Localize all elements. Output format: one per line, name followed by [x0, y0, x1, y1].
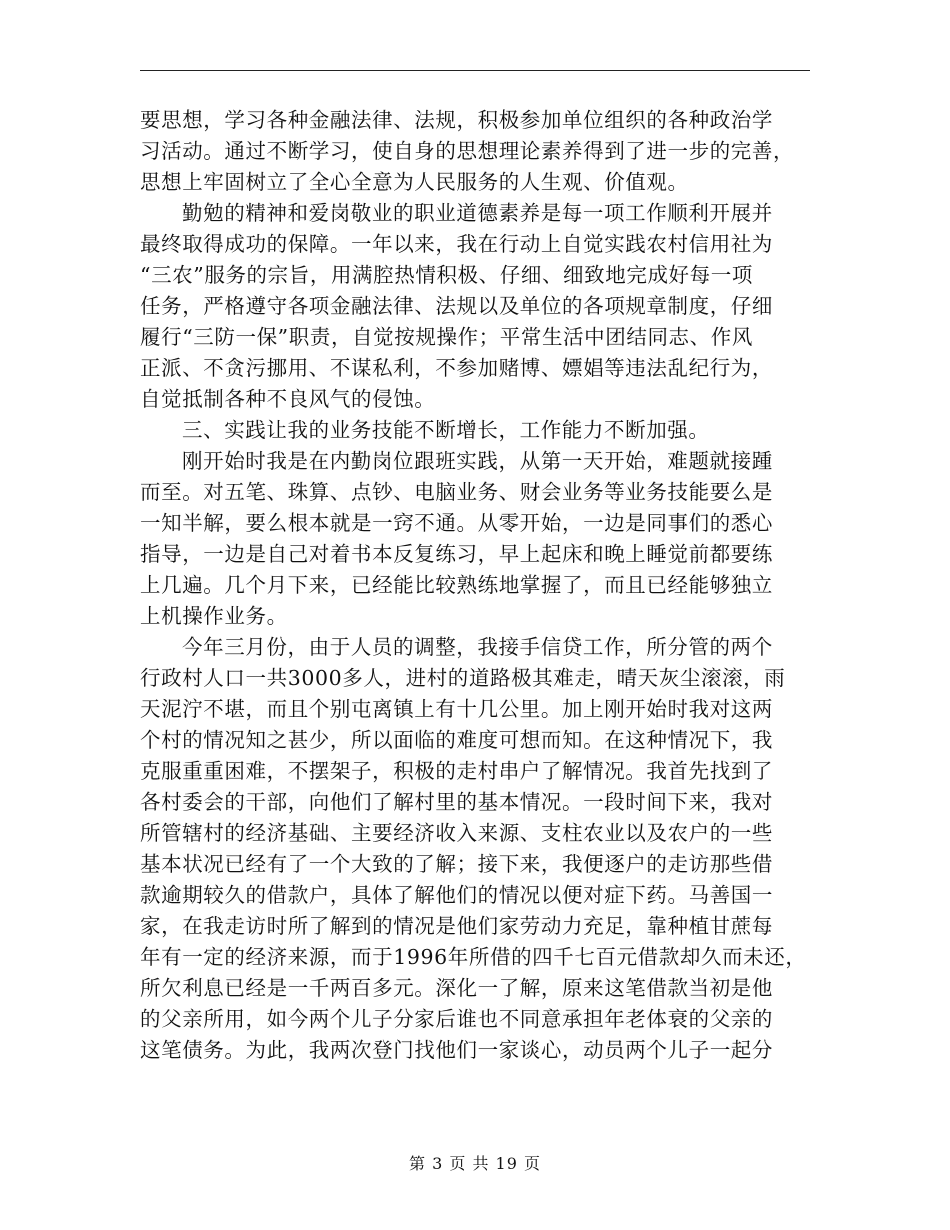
text-line: 的父亲所用，如今两个儿子分家后谁也不同意承担年老体衰的父亲的 — [140, 1007, 773, 1031]
page-number-footer: 第 3 页 共 19 页 — [409, 1154, 541, 1173]
text-line: 履行“三防一保”职责，自觉按规操作；平常生活中团结同志、作风 — [140, 325, 753, 349]
text-line: 自觉抵制各种不良风气的侵蚀。 — [140, 387, 436, 411]
paragraph-first-line: 刚开始时我是在内勤岗位跟班实践，从第一天开始，难题就接踵 — [182, 449, 773, 473]
section-heading: 三、实践让我的业务技能不断增长，工作能力不断加强。 — [182, 418, 710, 442]
paragraph-first-line: 勤勉的精神和爱岗敬业的职业道德素养是每一项工作顺利开展并 — [182, 201, 773, 225]
text-line: 任务，严格遵守各项金融法律、法规以及单位的各项规章制度，仔细 — [140, 294, 773, 318]
text-line: “三农”服务的宗旨，用满腔热情积极、仔细、细致地完成好每一项 — [140, 263, 753, 287]
text-line: 最终取得成功的保障。一年以来，我在行动上自觉实践农村信用社为 — [140, 232, 773, 256]
header-rule — [140, 70, 810, 71]
text-line: 要思想，学习各种金融法律、法规，积极参加单位组织的各种政治学 — [140, 108, 773, 132]
text-line: 思想上牢固树立了全心全意为人民服务的人生观、价值观。 — [140, 170, 689, 194]
text-line: 行政村人口一共3000多人，进村的道路极其难走，晴天灰尘滚滚，雨 — [140, 666, 786, 690]
text-line: 上机操作业务。 — [140, 604, 288, 628]
text-line: 这笔债务。为此，我两次登门找他们一家谈心，动员两个儿子一起分 — [140, 1038, 773, 1062]
text-line: 指导，一边是自己对着书本反复练习，早上起床和晚上睡觉前都要练 — [140, 542, 773, 566]
text-line: 所管辖村的经济基础、主要经济收入来源、支柱农业以及农户的一些 — [140, 821, 773, 845]
text-line: 习活动。通过不断学习，使自身的思想理论素养得到了进一步的完善， — [140, 139, 795, 163]
text-line: 年有一定的经济来源，而于1996年所借的四千七百元借款却久而未还， — [140, 945, 807, 969]
text-line: 天泥泞不堪，而且个别屯离镇上有十几公里。加上刚开始时我对这两 — [140, 697, 773, 721]
text-line: 各村委会的干部，向他们了解村里的基本情况。一段时间下来，我对 — [140, 790, 773, 814]
document-body — [140, 105, 812, 1066]
text-line: 所欠利息已经是一千两百多元。深化一了解，原来这笔借款当初是他 — [140, 976, 773, 1000]
text-line: 一知半解，要么根本就是一窍不通。从零开始，一边是同事们的悉心 — [140, 511, 773, 535]
text-line: 基本状况已经有了一个大致的了解；接下来，我便逐户的走访那些借 — [140, 852, 773, 876]
text-line: 家，在我走访时所了解到的情况是他们家劳动力充足，靠种植甘蔗每 — [140, 914, 773, 938]
paragraph-first-line: 今年三月份，由于人员的调整，我接手信贷工作，所分管的两个 — [182, 635, 773, 659]
text-line: 款逾期较久的借款户，具体了解他们的情况以便对症下药。马善国一 — [140, 883, 773, 907]
text-line: 个村的情况知之甚少，所以面临的难度可想而知。在这种情况下，我 — [140, 728, 773, 752]
text-line: 上几遍。几个月下来，已经能比较熟练地掌握了，而且已经能够独立 — [140, 573, 773, 597]
text-line: 正派、不贪污挪用、不谋私利，不参加赌博、嫖娼等违法乱纪行为， — [140, 356, 773, 380]
text-line: 而至。对五笔、珠算、点钞、电脑业务、财会业务等业务技能要么是 — [140, 480, 773, 504]
text-line: 克服重重困难，不摆架子，积极的走村串户了解情况。我首先找到了 — [140, 759, 773, 783]
